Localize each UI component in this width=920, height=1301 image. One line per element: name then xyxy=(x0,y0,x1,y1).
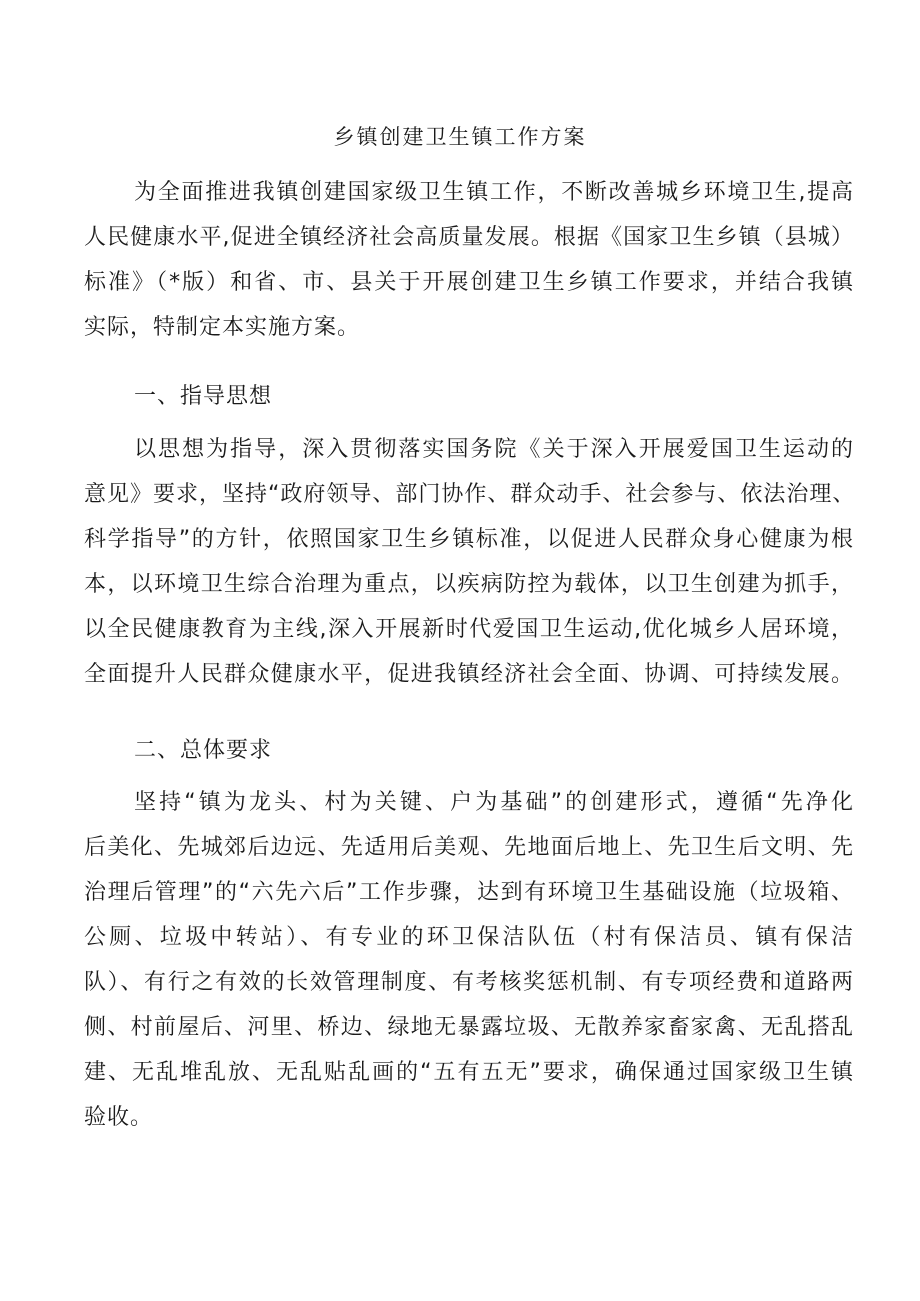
section-heading-guiding-ideology: 一、指导思想 xyxy=(134,384,273,409)
paragraph-line: 实际，特制定本实施方案。 xyxy=(84,315,361,340)
paragraph-line: 标准》（*版）和省、市、县关于开展创建卫生乡镇工作要求，并结合我镇 xyxy=(84,270,854,295)
section-heading-general-requirements: 二、总体要求 xyxy=(134,738,273,763)
paragraph-line: 科学指导”的方针，依照国家卫生乡镇标准，以促进人民群众身心健康为根 xyxy=(84,527,854,552)
paragraph-line: 公厕、垃圾中转站）、有专业的环卫保洁队伍（村有保洁员、镇有保洁 xyxy=(84,925,854,950)
paragraph-line: 建、无乱堆乱放、无乱贴乱画的“五有五无”要求，确保通过国家级卫生镇 xyxy=(84,1060,854,1085)
section2-paragraph xyxy=(84,780,854,1140)
paragraph-line: 坚持“镇为龙头、村为关键、户为基础”的创建形式，遵循“先净化 xyxy=(134,790,854,815)
paragraph-line: 后美化、先城郊后边远、先适用后美观、先地面后地上、先卫生后文明、先 xyxy=(84,835,854,860)
paragraph-line: 验收。 xyxy=(84,1105,154,1130)
paragraph-line: 为全面推进我镇创建国家级卫生镇工作，不断改善城乡环境卫生,提高 xyxy=(134,180,854,205)
paragraph-line: 意见》要求，坚持“政府领导、部门协作、群众动手、社会参与、依法治理、 xyxy=(84,482,856,507)
section1-paragraph xyxy=(84,427,854,697)
intro-paragraph xyxy=(84,170,854,350)
paragraph-line: 本，以环境卫生综合治理为重点，以疾病防控为载体，以卫生创建为抓手， xyxy=(84,572,854,597)
paragraph-line: 队）、有行之有效的长效管理制度、有考核奖惩机制、有专项经费和道路两 xyxy=(84,970,854,995)
paragraph-line: 治理后管理”的“六先六后”工作步骤，达到有环境卫生基础设施（垃圾箱、 xyxy=(84,880,854,905)
document-title: 乡镇创建卫生镇工作方案 xyxy=(333,125,587,149)
paragraph-line: 侧、村前屋后、河里、桥边、绿地无暴露垃圾、无散养家畜家禽、无乱搭乱 xyxy=(84,1015,854,1040)
paragraph-line: 全面提升人民群众健康水平，促进我镇经济社会全面、协调、可持续发展。 xyxy=(84,662,854,687)
paragraph-line: 人民健康水平,促进全镇经济社会高质量发展。根据《国家卫生乡镇（县城） xyxy=(84,225,854,250)
paragraph-line: 以全民健康教育为主线,深入开展新时代爱国卫生运动,优化城乡人居环境， xyxy=(84,617,854,642)
paragraph-line: 以思想为指导，深入贯彻落实国务院《关于深入开展爱国卫生运动的 xyxy=(134,437,854,462)
